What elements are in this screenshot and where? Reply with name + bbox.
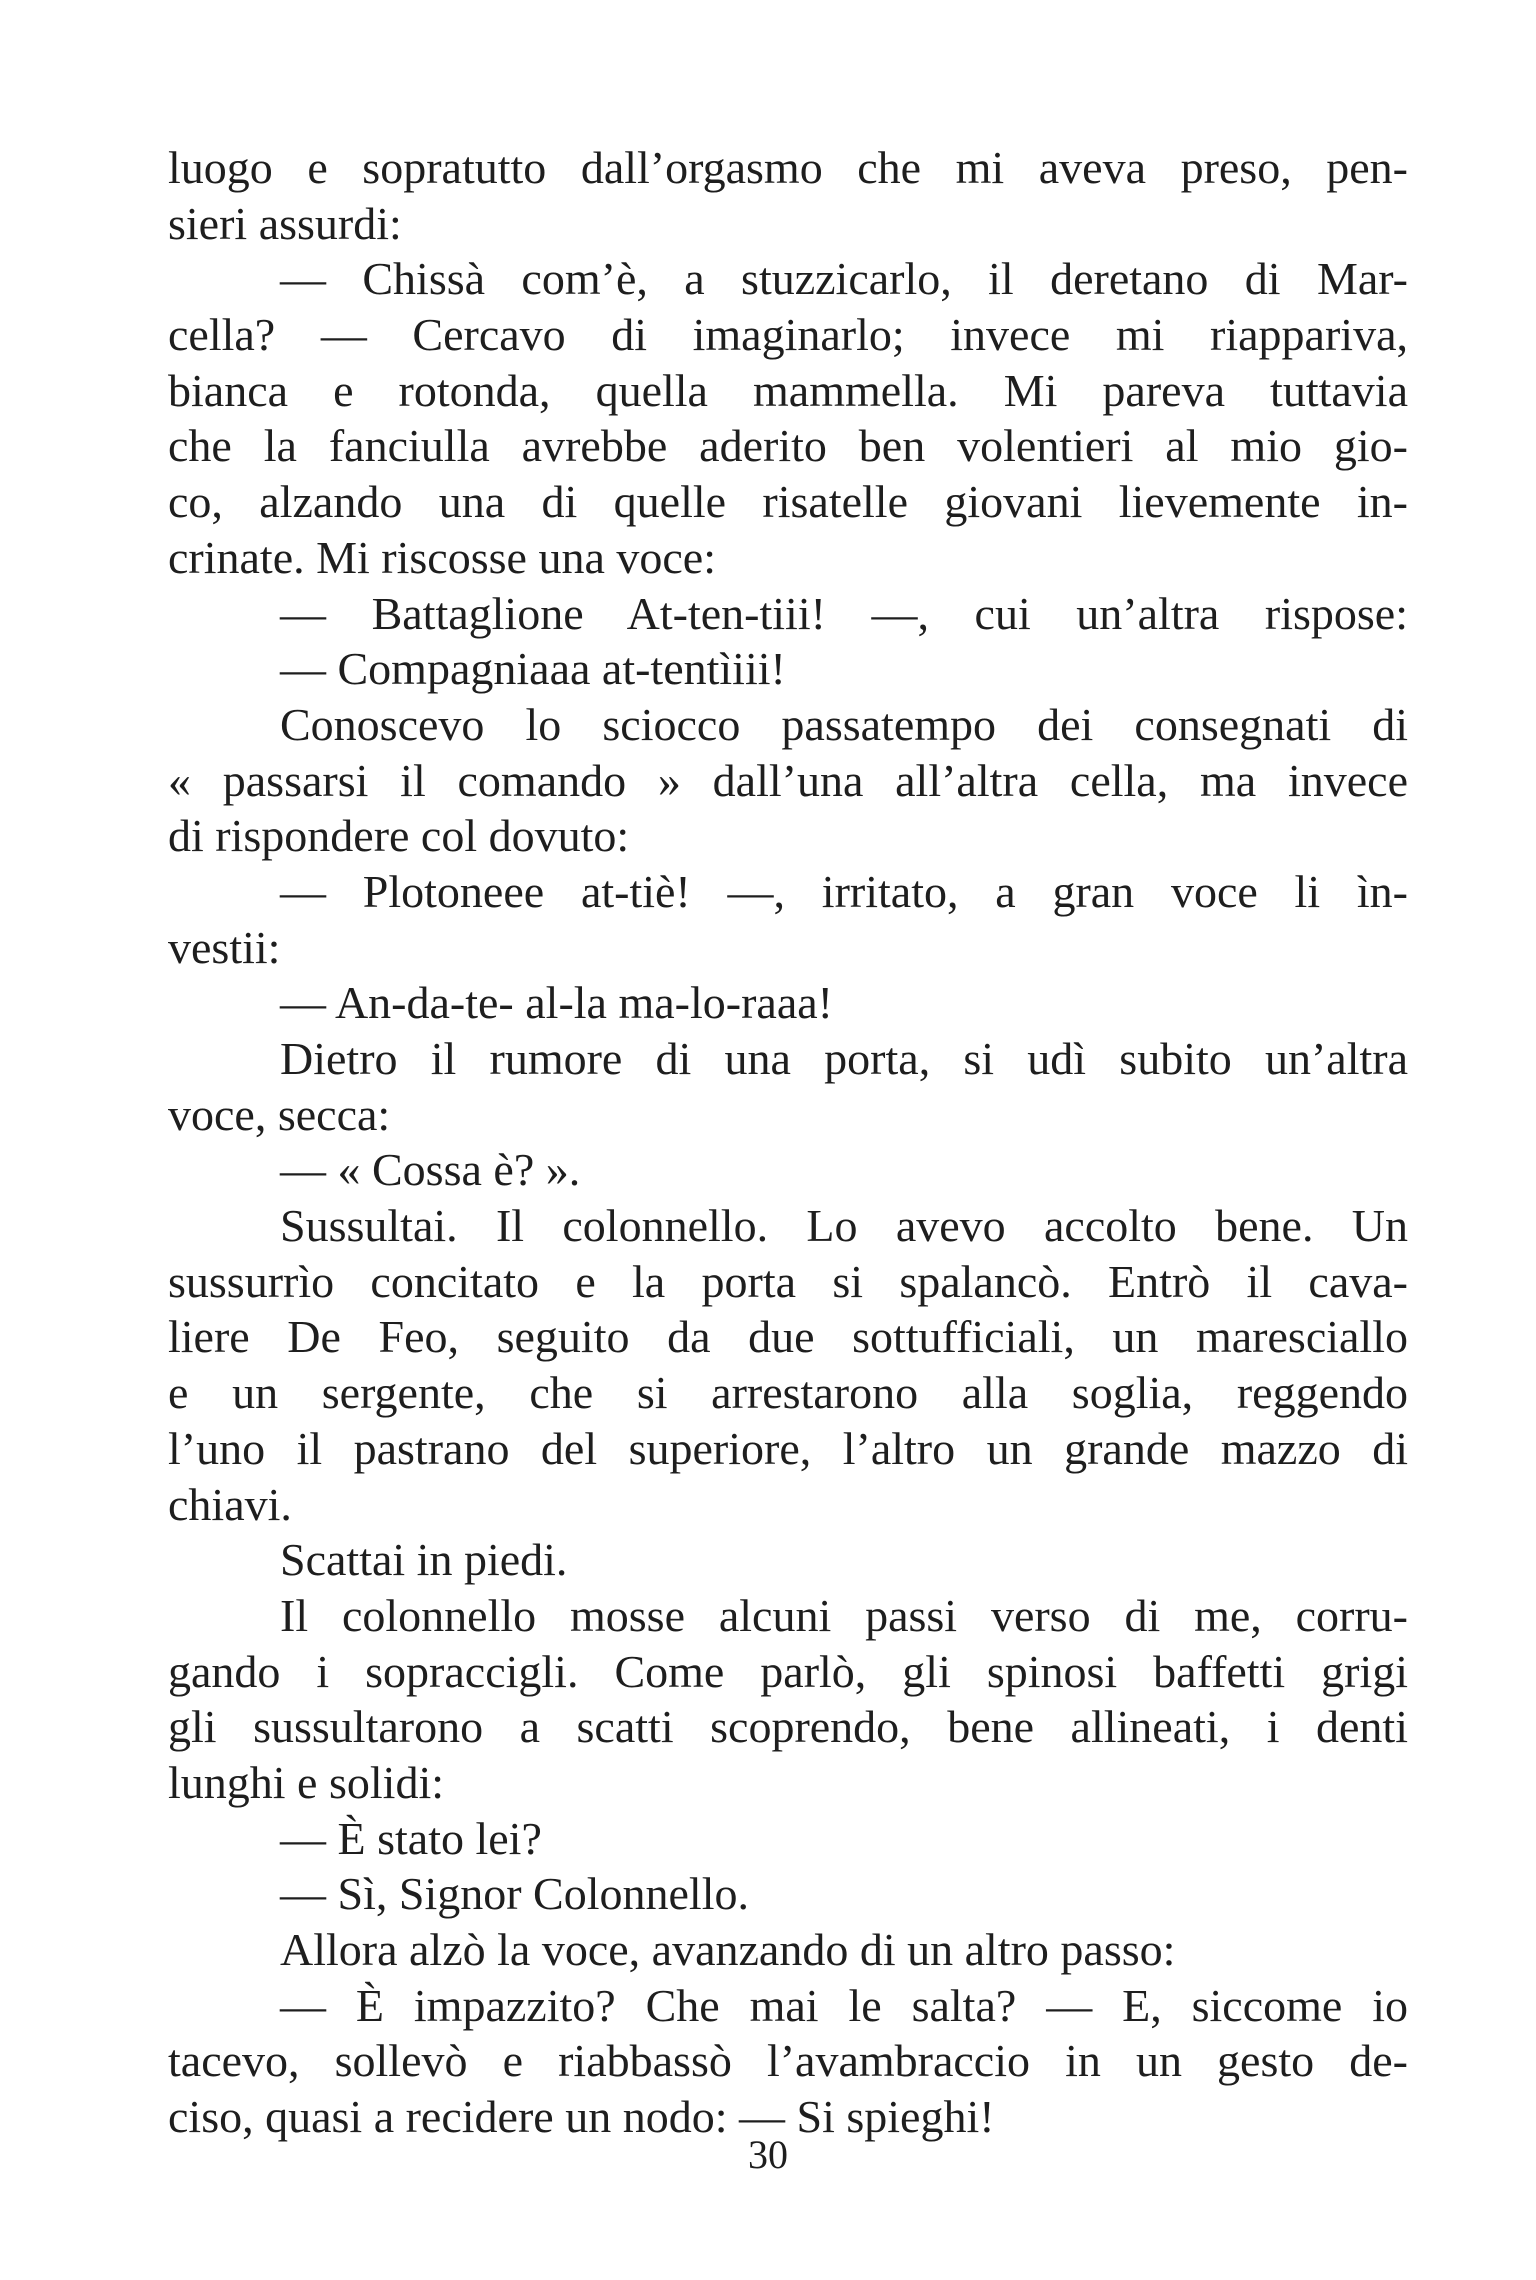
text-line: luogo e sopratutto dall’orgasmo che mi aveva preso, pen- [168,142,1408,193]
text-line: — Compagniaaa at-tentìiii! [280,643,786,695]
text-line: Allora alzò la voce, avanzando di un altro passo: [280,1924,1176,1975]
text-line: che la fanciulla avrebbe aderito ben volentieri al mio gio- [168,420,1408,472]
text-line: gli sussultarono a scatti scoprendo, bene allineati, i denti [168,1701,1408,1753]
text-line: — An-da-te- al-la ma-lo-raaa! [280,977,833,1029]
text-line: sussurrìo concitato e la porta si spalancò. Entrò il cava- [168,1255,1408,1307]
text-line: cella? — Cercavo di imaginarlo; invece mi riappariva, [168,309,1408,361]
text-line: — « Cossa è? ». [280,1144,581,1196]
text-line: « passarsi il comando » dall’una all’altra cella, ma invece [168,754,1408,806]
text-line: — Sì, Signor Colonnello. [280,1868,749,1920]
text-line: sieri assurdi: [168,197,402,249]
text-line: — Plotoneee at-tiè! —, irritato, a gran voce li ìn- [280,865,1408,917]
text-line: — È impazzito? Che mai le salta? — E, siccome io [280,1979,1408,2031]
text-line: Sussultai. Il colonnello. Lo avevo accolto bene. Un [280,1200,1408,1252]
text-line: Il colonnello mosse alcuni passi verso di me, corru- [280,1589,1408,1641]
text-line: Dietro il rumore di una porta, si udì subito un’altra [280,1033,1408,1084]
text-line: lunghi e solidi: [168,1756,444,1808]
text-line: ciso, quasi a recidere un nodo: — Si spieghi! [168,2091,995,2143]
text-line: Conoscevo lo sciocco passatempo dei consegnati di [280,698,1408,750]
text-line: bianca e rotonda, quella mammella. Mi pareva tuttavia [168,364,1408,416]
text-line: — È stato lei? [280,1812,542,1864]
text-line: tacevo, sollevò e riabbassò l’avambraccio in un gesto de- [168,2035,1408,2087]
text-line: e un sergente, che si arrestarono alla soglia, reggendo [168,1367,1408,1419]
text-line: chiavi. [168,1478,292,1530]
text-line: liere De Feo, seguito da due sottufficiali, un maresciallo [168,1311,1408,1363]
text-line: gando i sopraccigli. Come parlò, gli spinosi baffetti grigi [168,1645,1408,1697]
text-line: l’uno il pastrano del superiore, l’altro un grande mazzo di [168,1422,1408,1474]
text-line: voce, secca: [168,1088,391,1140]
text-line: — Chissà com’è, a stuzzicarlo, il deretano di Mar- [280,253,1408,305]
text-line: crinate. Mi riscosse una voce: [168,531,716,583]
text-line: Scattai in piedi. [280,1534,568,1586]
text-line: co, alzando una di quelle risatelle giovani lievemente in- [168,476,1408,528]
text-line: — Battaglione At-ten-tiii! —, cui un’altra rispose: [280,587,1408,639]
text-line: vestii: [168,921,281,973]
body-text [168,140,1408,2145]
text-line: di rispondere col dovuto: [168,810,630,862]
page-number: 30 [748,2132,788,2177]
